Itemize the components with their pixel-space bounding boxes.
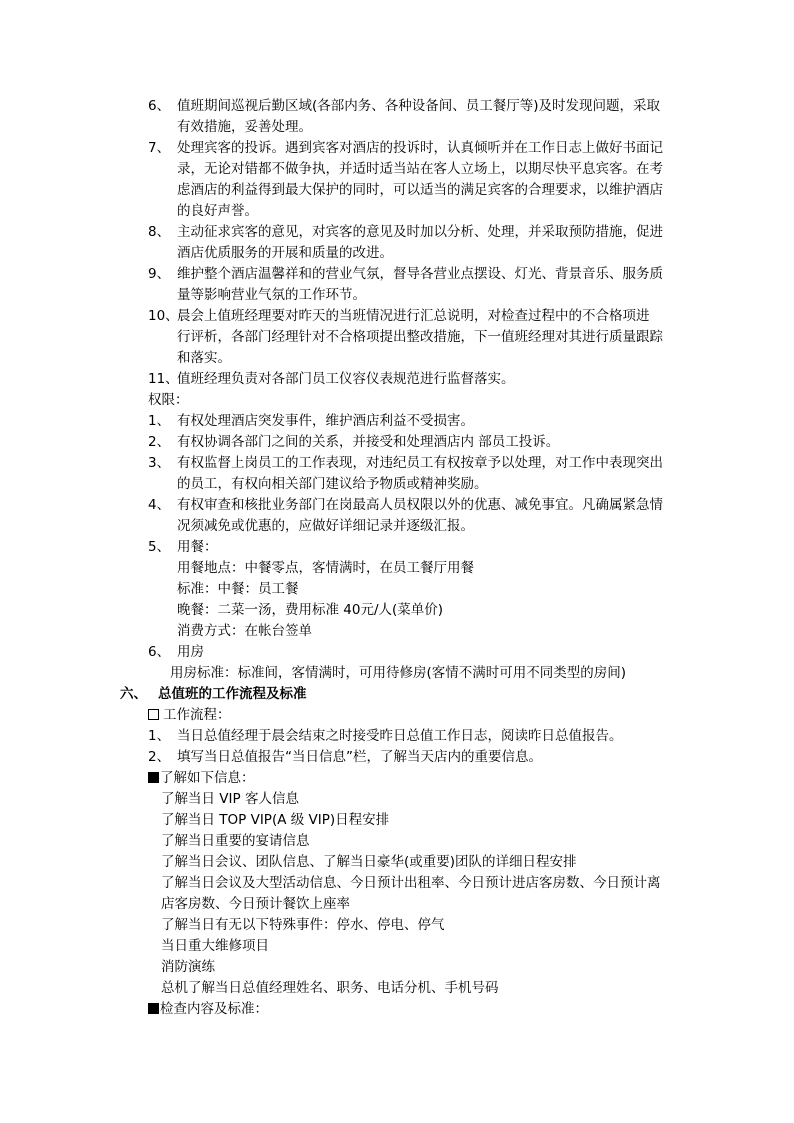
black-square-bullet-icon — [148, 1003, 159, 1014]
info-heading — [148, 768, 255, 789]
item-number: 11、 — [148, 371, 179, 387]
item-text: 主动征求宾客的意见，对宾客的意见及时加以分析、处理，并采取预防措施，促进 — [177, 224, 663, 240]
info-title: 了解如下信息： — [160, 770, 255, 786]
item-text: 晨会上值班经理要对昨天的当班情况进行汇总说明，对检查过程中的不合格项进 — [177, 308, 650, 324]
workflow-heading — [148, 705, 231, 726]
item-text: 有效措施，妥善处理。 — [177, 119, 312, 135]
workflow-number: 2、 — [148, 749, 171, 765]
meal-detail: 标准：中餐：员工餐 — [177, 581, 299, 597]
item-number: 6、 — [148, 98, 171, 114]
authority-heading: 权限： — [148, 392, 189, 408]
item-text: 和落实。 — [177, 350, 231, 366]
workflow-number: 1、 — [148, 728, 171, 744]
authority-text: 况须减免或优惠的，应做好详细记录并逐级汇报。 — [177, 518, 474, 534]
info-line: 消防演练 — [161, 959, 215, 975]
info-line: 了解当日 VIP 客人信息 — [161, 791, 299, 807]
authority-text: 有权审查和核批业务部门在岗最高人员权限以外的优惠、减免事宜。凡确属紧急情 — [177, 497, 663, 513]
meal-detail: 消费方式：在帐台签单 — [177, 623, 312, 639]
authority-text: 有权监督上岗员工的工作表现，对违纪员工有权按章予以处理，对工作中表现突出 — [177, 455, 663, 471]
info-line: 店客房数、今日预计餐饮上座率 — [161, 896, 350, 912]
info-line: 总机了解当日总值经理姓名、职务、电话分机、手机号码 — [161, 980, 499, 996]
item-text: 量等影响营业气氛的工作环节。 — [177, 287, 366, 303]
authority-text: 有权处理酒店突发事件，维护酒店利益不受损害。 — [177, 413, 474, 429]
check-heading — [148, 999, 268, 1020]
info-line: 当日重大维修项目 — [161, 938, 269, 954]
authority-text: 有权协调各部门之间的关系，并接受和处理酒店内 部员工投诉。 — [177, 434, 560, 450]
item-text: 行评析，各部门经理针对不合格项提出整改措施，下一值班经理对其进行质量跟踪 — [177, 329, 663, 345]
section-title: 总值班的工作流程及标准 — [158, 686, 307, 702]
item-number: 10、 — [148, 308, 179, 324]
section-number: 六、 — [120, 686, 147, 702]
item-number: 7、 — [148, 140, 171, 156]
authority-number: 5、 — [148, 539, 171, 555]
info-line: 了解当日有无以下特殊事件：停水、停电、停气 — [161, 917, 445, 933]
black-square-bullet-icon — [148, 772, 159, 783]
item-number: 9、 — [148, 266, 171, 282]
info-line: 了解当日 TOP VIP(A 级 VIP)日程安排 — [161, 812, 390, 828]
info-line: 了解当日会议及大型活动信息、今日预计出租率、今日预计进店客房数、今日预计离 — [161, 875, 661, 891]
checkbox-icon — [148, 709, 159, 720]
authority-number: 4、 — [148, 497, 171, 513]
workflow-text: 当日总值经理于晨会结束之时接受昨日总值工作日志，阅读昨日总值报告。 — [177, 728, 623, 744]
room-standard: 用房标准：标准间，客情满时，可用待修房(客情不满时可用不同类型的房间) — [170, 665, 627, 681]
authority-text: 用餐： — [177, 539, 218, 555]
info-line: 了解当日会议、团队信息、了解当日豪华(或重要)团队的详细日程安排 — [161, 854, 577, 870]
meal-detail: 用餐地点：中餐零点，客情满时，在员工餐厅用餐 — [177, 560, 474, 576]
info-line: 了解当日重要的宴请信息 — [161, 833, 310, 849]
room-label: 用房 — [177, 644, 204, 660]
item-text: 值班期间巡视后勤区域(各部内务、各种设备间、员工餐厅等)及时发现问题，采取 — [177, 98, 661, 114]
authority-number: 3、 — [148, 455, 171, 471]
authority-number: 2、 — [148, 434, 171, 450]
authority-text: 的员工，有权向相关部门建议给予物质或精神奖励。 — [177, 476, 488, 492]
item-text: 值班经理负责对各部门员工仪容仪表规范进行监督落实。 — [177, 371, 515, 387]
item-text: 酒店优质服务的开展和质量的改进。 — [177, 245, 393, 261]
workflow-text: 填写当日总值报告“当日信息”栏，了解当天店内的重要信息。 — [177, 749, 542, 765]
item-text: 虑酒店的利益得到最大保护的同时，可以适当的满足宾客的合理要求，以维护酒店 — [177, 182, 663, 198]
item-text: 的良好声誉。 — [177, 203, 258, 219]
item-number: 8、 — [148, 224, 171, 240]
item-text: 处理宾客的投诉。遇到宾客对酒店的投诉时，认真倾听并在工作日志上做好书面记 — [177, 140, 663, 156]
authority-number: 1、 — [148, 413, 171, 429]
room-number: 6、 — [148, 644, 171, 660]
item-text: 录，无论对错都不做争执，并适时适当站在客人立场上，以期尽快平息宾客。在考 — [177, 161, 663, 177]
meal-detail: 晚餐：二菜一汤，费用标准 40元/人(菜单价) — [177, 602, 444, 618]
check-title: 检查内容及标准： — [160, 1001, 268, 1017]
workflow-title: 工作流程： — [163, 707, 231, 723]
item-text: 维护整个酒店温馨祥和的营业气氛，督导各营业点摆设、灯光、背景音乐、服务质 — [177, 266, 663, 282]
